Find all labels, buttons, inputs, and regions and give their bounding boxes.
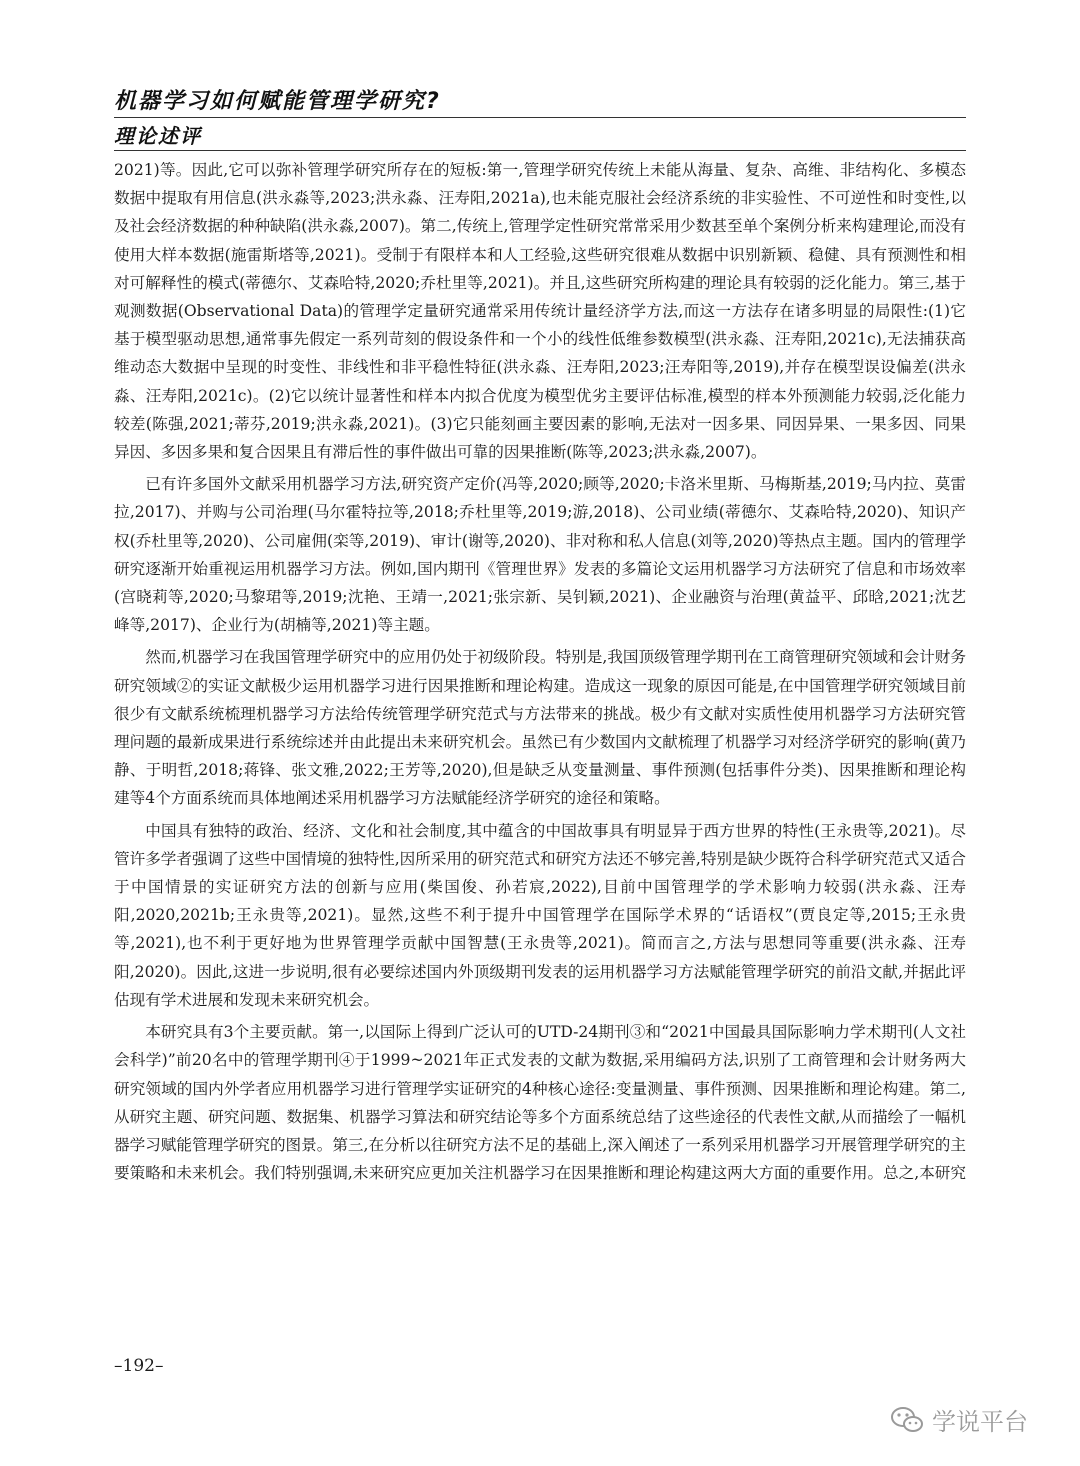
section-label: 理论述评 xyxy=(114,124,202,148)
page-number: –192– xyxy=(114,1356,164,1376)
watermark-text: 学说平台 xyxy=(932,1408,1028,1436)
paragraph: 然而,机器学习在我国管理学研究中的应用仍处于初级阶段。特别是,我国顶级管理学期刊在工商管理研究领域和会计财务研究领域②的实证文献极少运用机器学习进行因果推断和理论构建。造成这一现象的原因可能是,在中国管理学研究领域目前很少有文献系统梳理机器学习方法给传统管理学研究范式与方法带来的挑战。极少有文献对实质性使用机器学习方法研究管理问题的最新成果进行系统综述并由此提出未来研究机会。虽然已有少数国内文献梳理了机器学习对经济学研究的影响(黄乃静、于明哲,2018;蒋锋、张文雅,2022;王芳等,2020),但是缺乏从变量测量、事件预测(包括事件分类)、因果推断和理论构建等4个方面系统而具体地阐述采用机器学习方法赋能经济学研究的途径和策略。 xyxy=(114,648,966,808)
running-title: 机器学习如何赋能管理学研究? xyxy=(114,89,441,114)
article-body xyxy=(114,156,966,1187)
wechat-icon xyxy=(890,1406,924,1434)
paragraph: 中国具有独特的政治、经济、文化和社会制度,其中蕴含的中国故事具有明显异于西方世界的特性(王永贵等,2021)。尽管许多学者强调了这些中国情境的独特性,因所采用的研究范式和研究方法还不够完善,特别是缺少既符合科学研究范式又适合于中国情景的实证研究方法的创新与应用(柴国俊、孙若宸,2022),目前中国管理学的学术影响力较弱(洪永淼、汪寿阳,2020,2021b;王永贵等,2021)。显然,这些不利于提升中国管理学在国际学术界的“话语权”(贾良定等,2015;王永贵等,2021),也不利于更好地为世界管理学贡献中国智慧(王永贵等,2021)。简而言之,方法与思想同等重要(洪永淼、汪寿阳,2020)。因此,这进一步说明,很有必要综述国内外顶级期刊发表的运用机器学习方法赋能管理学研究的前沿文献,并据此评估现有学术进展和发现未来研究机会。 xyxy=(114,821,966,1009)
paragraph: 已有许多国外文献采用机器学习方法,研究资产定价(冯等,2020;顾等,2020;卡洛米里斯、马梅斯基,2019;马内拉、莫雷拉,2017)、并购与公司治理(马尔霍特拉等,2018;乔杜里等,2019;游,2018)、公司业绩(蒂德尔、艾森哈特,2020)、知识产权(乔杜里等,2020)、公司雇佣(栾等,2019)、审计(谢等,2020)、非对称和私人信息(刘等,2020)等热点主题。国内的管理学研究逐渐开始重视运用机器学习方法。例如,国内期刊《管理世界》发表的多篇论文运用机器学习方法研究了信息和市场效率(宫晓莉等,2020;马黎珺等,2019;沈艳、王靖一,2021;张宗新、吴钊颖,2021)、企业融资与治理(黄益平、邱晗,2021;沈艺峰等,2017)、企业行为(胡楠等,2021)等主题。 xyxy=(114,475,966,635)
header-rule xyxy=(114,117,966,118)
watermark xyxy=(890,1402,1028,1437)
section-rule xyxy=(114,150,966,151)
paragraph: 本研究具有3个主要贡献。第一,以国际上得到广泛认可的UTD-24期刊③和“2021中国最具国际影响力学术期刊(人文社会科学)”前20名中的管理学期刊④于1999~2021年正式发表的文献为数据,采用编码方法,识别了工商管理和会计财务两大研究领域的国内外学者应用机器学习进行管理学实证研究的4种核心途径:变量测量、事件预测、因果推断和理论构建。第二,从研究主题、研究问题、数据集、机器学习算法和研究结论等多个方面系统总结了这些途径的代表性文献,从而描绘了一幅机器学习赋能管理学研究的图景。第三,在分析以往研究方法不足的基础上,深入阐述了一系列采用机器学习开展管理学研究的主要策略和未来机会。我们特别强调,未来研究应更加关注机器学习在因果推断和理论构建这两大方面的重要作用。总之,本研究 xyxy=(114,1023,966,1183)
paragraph-continued: 2021)等。因此,它可以弥补管理学研究所存在的短板:第一,管理学研究传统上未能从海量、复杂、高维、非结构化、多模态数据中提取有用信息(洪永淼等,2023;洪永淼、汪寿阳,2021a),也未能克服社会经济系统的非实验性、不可逆性和时变性,以及社会经济数据的种种缺陷(洪永淼,2007)。第二,传统上,管理学定性研究常常采用少数甚至单个案例分析来构建理论,而没有使用大样本数据(施雷斯塔等,2021)。受制于有限样本和人工经验,这些研究很难从数据中识别新颖、稳健、具有预测性和相对可解释性的模式(蒂德尔、艾森哈特,2020;乔杜里等,2021)。并且,这些研究所构建的理论具有较弱的泛化能力。第三,基于观测数据(Observational Data)的管理学定量研究通常采用传统计量经济学方法,而这一方法存在诸多明显的局限性:(1)它基于模型驱动思想,通常事先假定一系列苛刻的假设条件和一个小的线性低维参数模型(洪永淼、汪寿阳,2021c),无法捕获高维动态大数据中呈现的时变性、非线性和非平稳性特征(洪永淼、汪寿阳,2023;汪寿阳等,2019),并存在模型误设偏差(洪永淼、汪寿阳,2021c)。(2)它以统计显著性和样本内拟合优度为模型优劣主要评估标准,模型的样本外预测能力较弱,泛化能力较差(陈强,2021;蒂芬,2019;洪永淼,2021)。(3)它只能刻画主要因素的影响,无法对一因多果、同因异果、一果多因、同果异因、多因多果和复合因果且有滞后性的事件做出可靠的因果推断(陈等,2023;洪永淼,2007)。 xyxy=(114,161,966,462)
